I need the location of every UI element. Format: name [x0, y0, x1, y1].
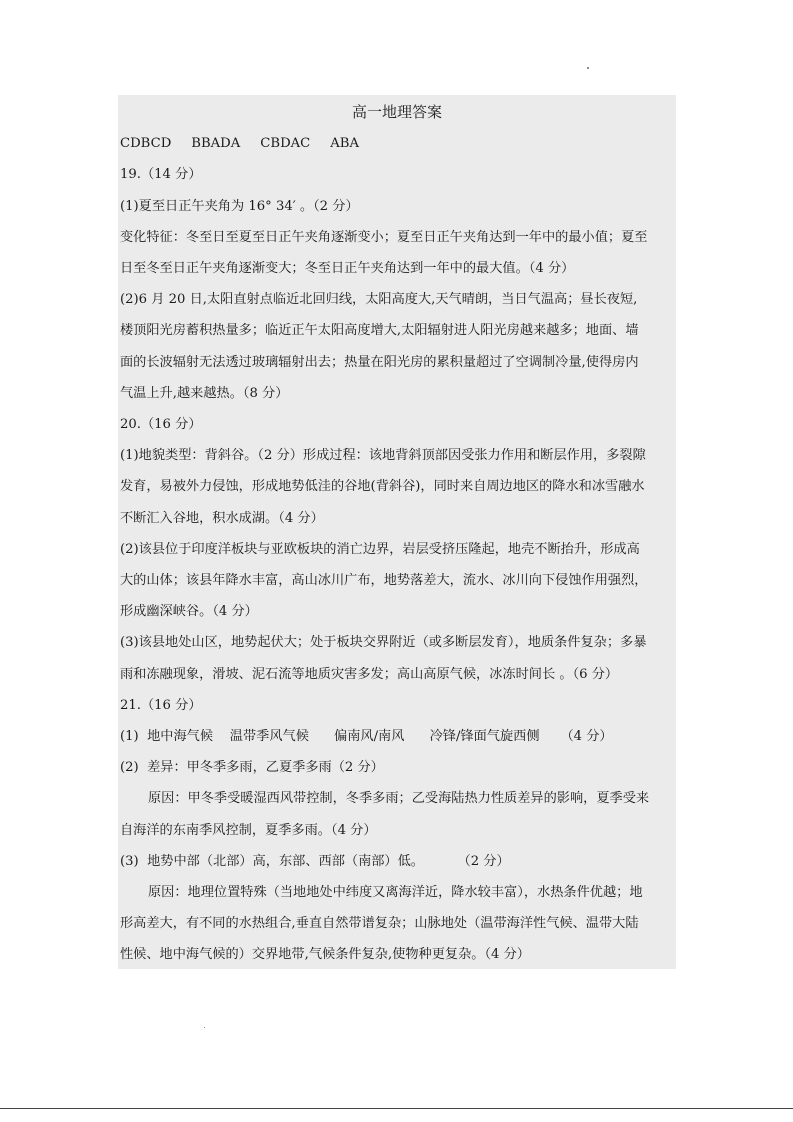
q19-part2-line1: (2)6 月 20 日,太阳直射点临近北回归线，太阳高度大,天气晴朗，当日气温高；昼长夜短, — [120, 292, 638, 308]
q20-part3-line1: (3)该县地处山区，地势起伏大；处于板块交界附近（或多断层发育），地质条件复杂；多暴 — [120, 635, 647, 651]
q21-part3-reason-line1: 原因：地理位置特殊（当地地处中纬度又离海洋近，降水较丰富），水热条件优越；地 — [148, 885, 643, 901]
page-bottom-divider — [0, 1108, 793, 1109]
q19-change-line2: 日至冬至日正午夹角逐渐变大；冬至日正午夹角达到一年中的最大值。（4 分） — [120, 261, 575, 277]
q20-part2-line2: 大的山体；该县年降水丰富，高山冰川广布，地势落差大，流水、冰川向下侵蚀作用强烈， — [120, 573, 648, 589]
q20-heading: 20.（16 分） — [120, 417, 202, 433]
choice-answers-group-4: ABA — [330, 136, 359, 152]
q21-part3: (3) 地势中部（北部）高，东部、西部（南部）低。 （2 分） — [120, 853, 510, 869]
q19-part2-line4: 气温上升,越来越热。（8 分） — [120, 385, 289, 401]
speck-mark-bottom — [204, 1027, 205, 1028]
q21-part2: (2) 差异：甲冬季多雨，乙夏季多雨（2 分） — [120, 760, 384, 776]
choice-answers-group-3: CBDAC — [260, 136, 311, 152]
q19-part2-line3: 面的长波辐射无法透过玻璃辐射出去；热量在阳光房的累积量超过了空调制冷量,使得房内 — [120, 354, 639, 370]
q20-part1-line3: 不断汇入谷地，积水成湖。（4 分） — [120, 510, 324, 526]
q20-part1-line1: (1)地貌类型：背斜谷。（2 分）形成过程：该地背斜顶部因受张力作用和断层作用，多裂隙 — [120, 448, 646, 464]
q19-part1: (1)夏至日正午夹角为 16° 34′ 。（2 分） — [120, 198, 359, 214]
q21-reason-line2: 自海洋的东南季风控制，夏季多雨。（4 分） — [120, 822, 377, 838]
q20-part2-line1: (2)该县位于印度洋板块与亚欧板块的消亡边界，岩层受挤压隆起，地壳不断抬升，形成高 — [120, 541, 640, 557]
q20-part3-line2: 雨和冻融现象，滑坡、泥石流等地质灾害多发；高山高原气候，冰冻时间长 。（6 分） — [120, 666, 619, 682]
q19-heading: 19.（14 分） — [120, 167, 202, 183]
page-title: 高一地理答案 — [351, 103, 442, 121]
answer-sheet — [118, 95, 676, 969]
q20-part2-line3: 形成幽深峡谷。（4 分） — [120, 604, 258, 620]
speck-mark-top — [587, 67, 589, 69]
q19-part2-line2: 楼顶阳光房蓄积热量多；临近正午太阳高度增大,太阳辐射进人阳光房越来越多；地面、墙 — [120, 323, 639, 339]
q21-part3-reason-line3: 性候、地中海气候的）交界地带,气候条件复杂,使物种更复杂。（4 分） — [120, 947, 530, 963]
q21-heading: 21.（16 分） — [120, 697, 202, 713]
q21-part1: (1) 地中海气候 温带季风气候 偏南风/南风 冷锋/锋面气旋西侧 （4 分） — [120, 729, 613, 745]
q21-reason-line1: 原因：甲冬季受暖湿西风带控制，冬季多雨；乙受海陆热力性质差异的影响，夏季受来 — [148, 791, 650, 807]
q19-change-line1: 变化特征：冬至日至夏至日正午夹角逐渐变小；夏至日正午夹角达到一年中的最小值；夏至 — [120, 229, 648, 245]
choice-answers-group-1: CDBCD — [120, 136, 172, 152]
q20-part1-line2: 发育，易被外力侵蚀，形成地势低洼的谷地(背斜谷)，同时来自周边地区的降水和冰雪融水 — [120, 479, 645, 495]
choice-answers-group-2: BBADA — [191, 136, 241, 152]
q21-part3-reason-line2: 形高差大，有不同的水热组合,垂直自然带谱复杂；山脉地处（温带海洋性气候、温带大陆 — [120, 916, 639, 932]
choice-answers — [120, 128, 674, 159]
